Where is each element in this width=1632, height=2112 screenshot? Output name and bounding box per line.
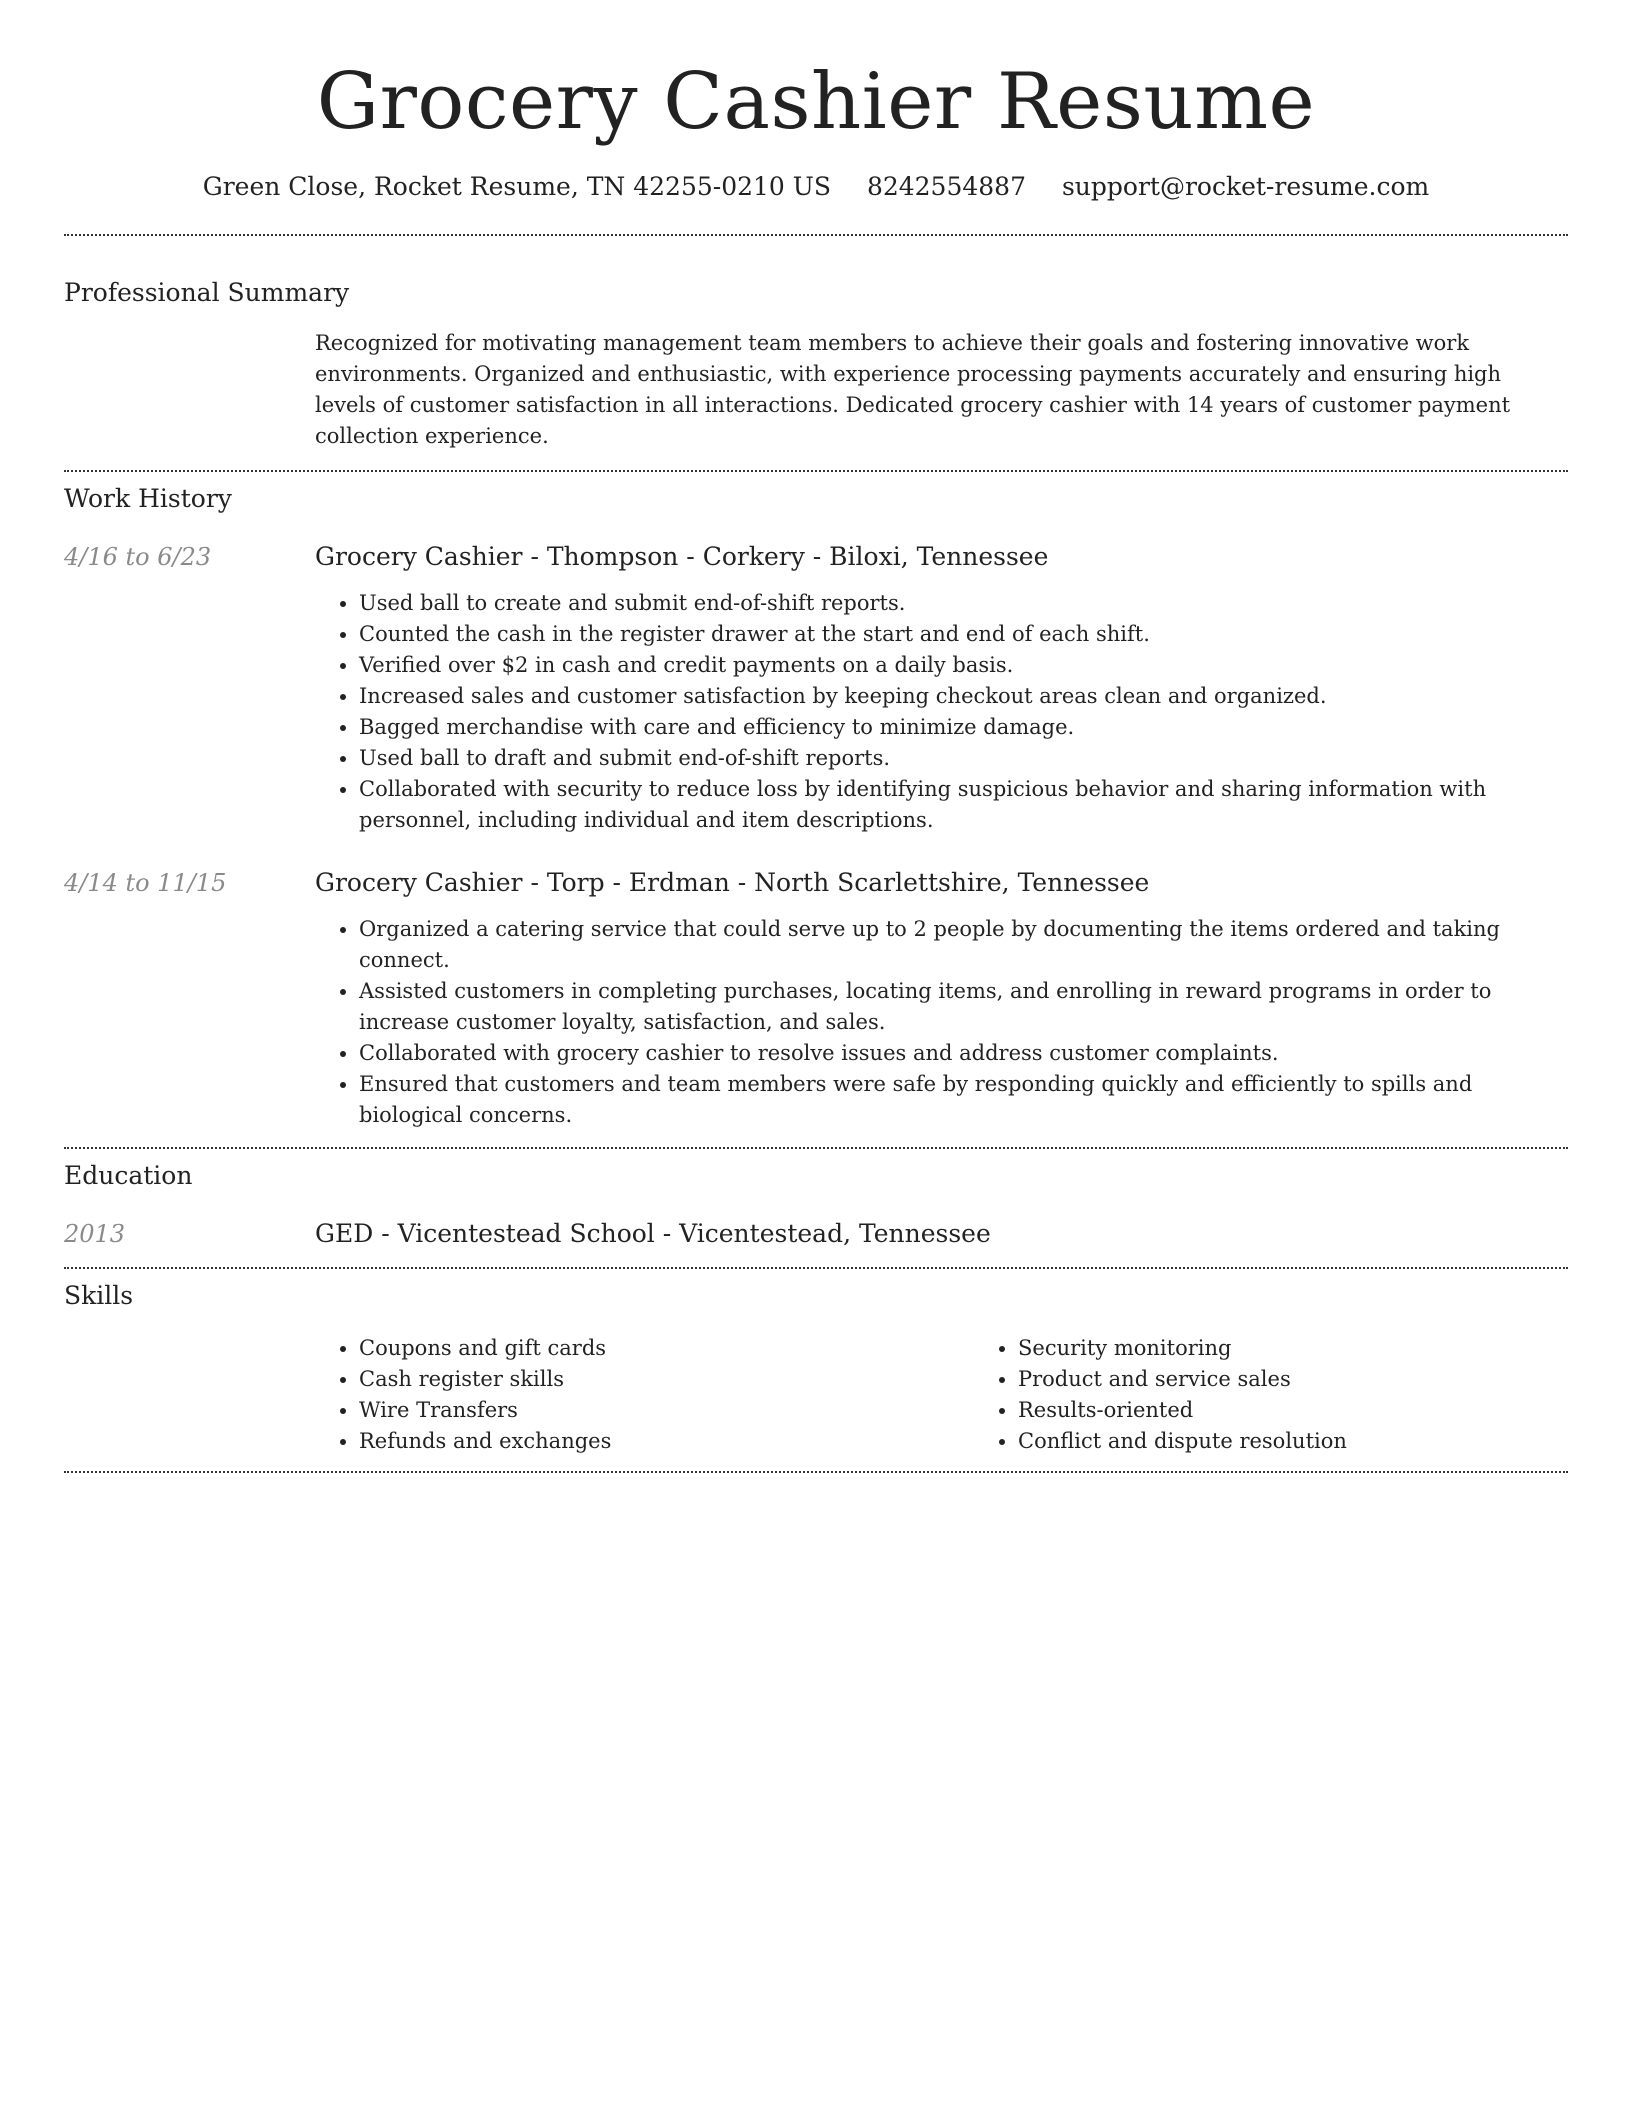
contact-email: support@rocket-resume.com [1061, 172, 1430, 201]
skills-list-left [315, 1333, 974, 1457]
skill-item: • Cash register skills [359, 1364, 974, 1395]
job-dates: 4/16 to 6/23 [64, 543, 212, 571]
section-title-skills: Skills [64, 1281, 134, 1310]
list-item: • Counted the cash in the register drawer at the start and end of each shift. [359, 619, 1568, 650]
skill-item: • Results-oriented [1018, 1395, 1632, 1426]
education-section [64, 1149, 1568, 1251]
list-item: • Increased sales and customer satisfaction by keeping checkout areas clean and organized. [359, 681, 1568, 712]
list-item: • Assisted customers in completing purchases, locating items, and enrolling in reward programs in order to increase customer loyalty, satisfaction, and sales. [359, 976, 1568, 1038]
section-title-education: Education [64, 1161, 193, 1190]
resume-header [64, 0, 1568, 204]
summary-text: Recognized for motivating management team members to achieve their goals and fostering innovative work environments. Organized and enthusiastic, with experience processing payments accurately and ensuring high levels of customer satisfaction in all interactions. Dedicated grocery cashier with 14 years of customer payment collection experience. [315, 331, 1511, 448]
skills-section [64, 1269, 1568, 1457]
skill-item: • Product and service sales [1018, 1364, 1632, 1395]
job-heading: Grocery Cashier - Torp - Erdman - North Scarlettshire, Tennessee [315, 868, 1150, 897]
divider [64, 1471, 1568, 1473]
job-heading: Grocery Cashier - Thompson - Corkery - Biloxi, Tennessee [315, 542, 1049, 571]
list-item: • Verified over $2 in cash and credit payments on a daily basis. [359, 650, 1568, 681]
contact-address: Green Close, Rocket Resume, TN 42255-0210 US [202, 172, 831, 201]
list-item: • Organized a catering service that could serve up to 2 people by documenting the items ordered and taking connect. [359, 914, 1568, 976]
resume-title: Grocery Cashier Resume [316, 57, 1316, 147]
work-history-section [64, 472, 1568, 1131]
skill-item: • Coupons and gift cards [359, 1333, 974, 1364]
education-year: 2013 [64, 1220, 126, 1248]
list-item: • Collaborated with security to reduce loss by identifying suspicious behavior and sharing information with personnel, including individual and item descriptions. [359, 774, 1568, 836]
skill-item: • Security monitoring [1018, 1333, 1632, 1364]
skill-item: • Wire Transfers [359, 1395, 974, 1426]
job-dates: 4/14 to 11/15 [64, 869, 227, 897]
education-heading: GED - Vicentestead School - Vicentestead, Tennessee [315, 1219, 991, 1248]
list-item: • Ensured that customers and team members were safe by responding quickly and efficiently to spills and biological concerns. [359, 1069, 1568, 1131]
skills-list-right [974, 1333, 1632, 1457]
job-entry [64, 540, 1568, 836]
section-title-summary: Professional Summary [64, 278, 350, 307]
skill-item: • Refunds and exchanges [359, 1426, 974, 1457]
job-entry [64, 866, 1568, 1131]
contact-line [64, 170, 1568, 204]
list-item: • Used ball to create and submit end-of-shift reports. [359, 588, 1568, 619]
list-item: • Used ball to draft and submit end-of-shift reports. [359, 743, 1568, 774]
section-title-work-history: Work History [64, 484, 232, 513]
summary-section [64, 236, 1568, 452]
contact-phone: 8242554887 [866, 172, 1026, 201]
list-item: • Collaborated with grocery cashier to resolve issues and address customer complaints. [359, 1038, 1568, 1069]
skill-item: • Conflict and dispute resolution [1018, 1426, 1632, 1457]
job-bullets [315, 588, 1568, 836]
list-item: • Bagged merchandise with care and efficiency to minimize damage. [359, 712, 1568, 743]
job-bullets [315, 914, 1568, 1131]
